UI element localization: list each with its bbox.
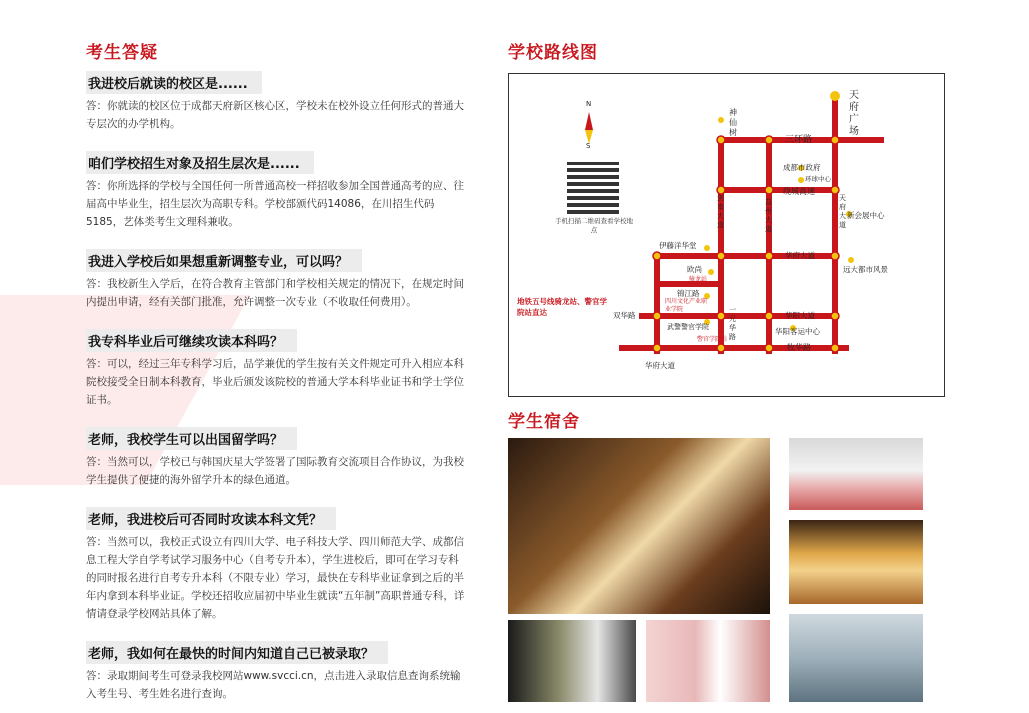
label-huayang-bus: 华阳客运中心: [775, 327, 820, 336]
compass-icon: [585, 112, 593, 144]
right-column: [508, 38, 948, 708]
faq-answer: 答：你就读的校区位于成都天府新区核心区，学校未在校外设立任何形式的普通大专层次的办学机构。: [86, 100, 464, 130]
faq-answer: 答：可以，经过三年专科学习后，品学兼优的学生按有关文件规定可升入相应本科院校接受全日制本科教育，毕业后颁发该院校的普通大学本科毕业证书和学士学位证书。: [86, 358, 464, 406]
map-title: 学校路线图: [508, 43, 598, 63]
label-jinjiang: 锦江路: [677, 289, 700, 298]
faq-answer: 答：当然可以，我校正式设立有四川大学、电子科技大学、四川师范大学、成都信息工程大学自学考试学习服务中心（自考专升本），学生进校后，即可在学习专科的同时报名进行自考专升本科（不限专业）学习，最快在专科毕业证拿到之后的半年内拿到本科毕业证。学校还招收应届初中毕业生就读“五年制”高职普通专科，详情请登录学校网站具体了解。: [86, 536, 465, 620]
metro-note: 地铁五号线骑龙站、警官学院站直达: [517, 297, 607, 317]
dorm-photo-main: [508, 438, 770, 614]
dorm-photo-desk: [789, 520, 923, 604]
compass-n: N: [586, 100, 592, 108]
label-raocheng: 绕城高速: [783, 187, 815, 196]
dorm-photo-hall: [789, 614, 923, 702]
label-huanqiu: 环球中心: [805, 175, 831, 183]
label-yidi: 伊藤洋华堂: [659, 241, 697, 250]
faq-item: [86, 151, 466, 231]
label-huayang: 华阳大道: [785, 311, 815, 320]
faq-item: [86, 249, 466, 311]
faq-question: 老师，我进校后可否同时攻读本科文凭？: [86, 507, 336, 530]
faq-answer: 答：你所选择的学校与全国任何一所普通高校一样招收参加全国普通高考的应、往届高中毕业生，招生层次为高职专科。学校部颁代码14086，在川招生代码5185，艺体类考生文理科兼收。: [86, 180, 464, 228]
label-yihua: 一元华路: [729, 306, 736, 341]
label-yuanda: 远大都市风景: [843, 265, 888, 274]
label-muhua: 牧华路: [787, 343, 811, 352]
faq-item: [86, 427, 466, 489]
qr-caption: 手机扫描二维码查看学校地点: [555, 217, 633, 234]
label-shenxianshu: 神仙树: [729, 108, 737, 137]
label-yizhou: 益州大道: [765, 198, 772, 233]
faq-section: [86, 38, 466, 703]
label-wujing: 武警警官学院: [667, 323, 709, 331]
dorm-title: 学生宿舍: [508, 412, 580, 432]
label-jiannan: 剑南大道: [717, 194, 724, 229]
dorm-photo-bed: [789, 438, 923, 510]
faq-item: [86, 329, 466, 409]
faq-question: 我进入学校后如果想重新调整专业，可以吗？: [86, 249, 362, 272]
faq-item: [86, 71, 466, 133]
label-xinhui: 新会展中心: [847, 211, 885, 220]
faq-answer: 答：录取期间考生可登录我校网站www.svcci.cn，点击进入录取信息查询系统输入考生号、考生姓名进行查询。: [86, 670, 461, 700]
label-ouchang: 欧尚: [687, 265, 702, 274]
label-third-ring: 三环路: [785, 135, 813, 145]
compass-s: S: [586, 142, 591, 150]
faq-answer: 答：当然可以，学校已与韩国庆星大学签署了国际教育交流项目合作协议，为我校学生提供了便捷的海外留学升本的绿色通道。: [86, 456, 464, 486]
route-map-svg: [509, 74, 944, 396]
label-huafu: 华府大道: [785, 251, 815, 260]
dorm-photos: [508, 438, 948, 708]
label-jingguan: 警官学院站: [697, 336, 728, 343]
label-school: 四川文化产业职业学院: [665, 298, 708, 313]
faq-answer: 答：我校新生入学后，在符合教育主管部门和学校相关规定的情况下，在规定时间内提出申请，经有关部门批准，允许调整一次专业（不收取任何费用）。: [86, 278, 464, 308]
faq-item: [86, 641, 466, 703]
faq-title: 考生答疑: [86, 43, 158, 63]
label-gov: 成都市政府: [783, 163, 821, 172]
faq-question: 我专科毕业后可继续攻读本科吗？: [86, 329, 297, 352]
faq-question: 咱们学校招生对象及招生层次是......: [86, 151, 314, 174]
qr-code-icon: [567, 162, 619, 214]
dorm-photo-pink: [646, 620, 770, 702]
label-huafu-bottom: 华府大道: [645, 361, 675, 370]
label-tianfu-ave: 天府大道: [839, 194, 846, 229]
faq-question: 老师，我如何在最快的时间内知道自己已被录取？: [86, 641, 388, 664]
label-tianfu-square: 天府广场: [849, 90, 859, 137]
faq-item: [86, 507, 466, 623]
route-map: [508, 73, 945, 397]
faq-question: 我进校后就读的校区是......: [86, 71, 262, 94]
label-qilong: 骑龙站: [689, 276, 708, 283]
label-shuanghua: 双华路: [613, 311, 636, 320]
dorm-photo-shelf: [508, 620, 636, 702]
faq-question: 老师，我校学生可以出国留学吗？: [86, 427, 297, 450]
